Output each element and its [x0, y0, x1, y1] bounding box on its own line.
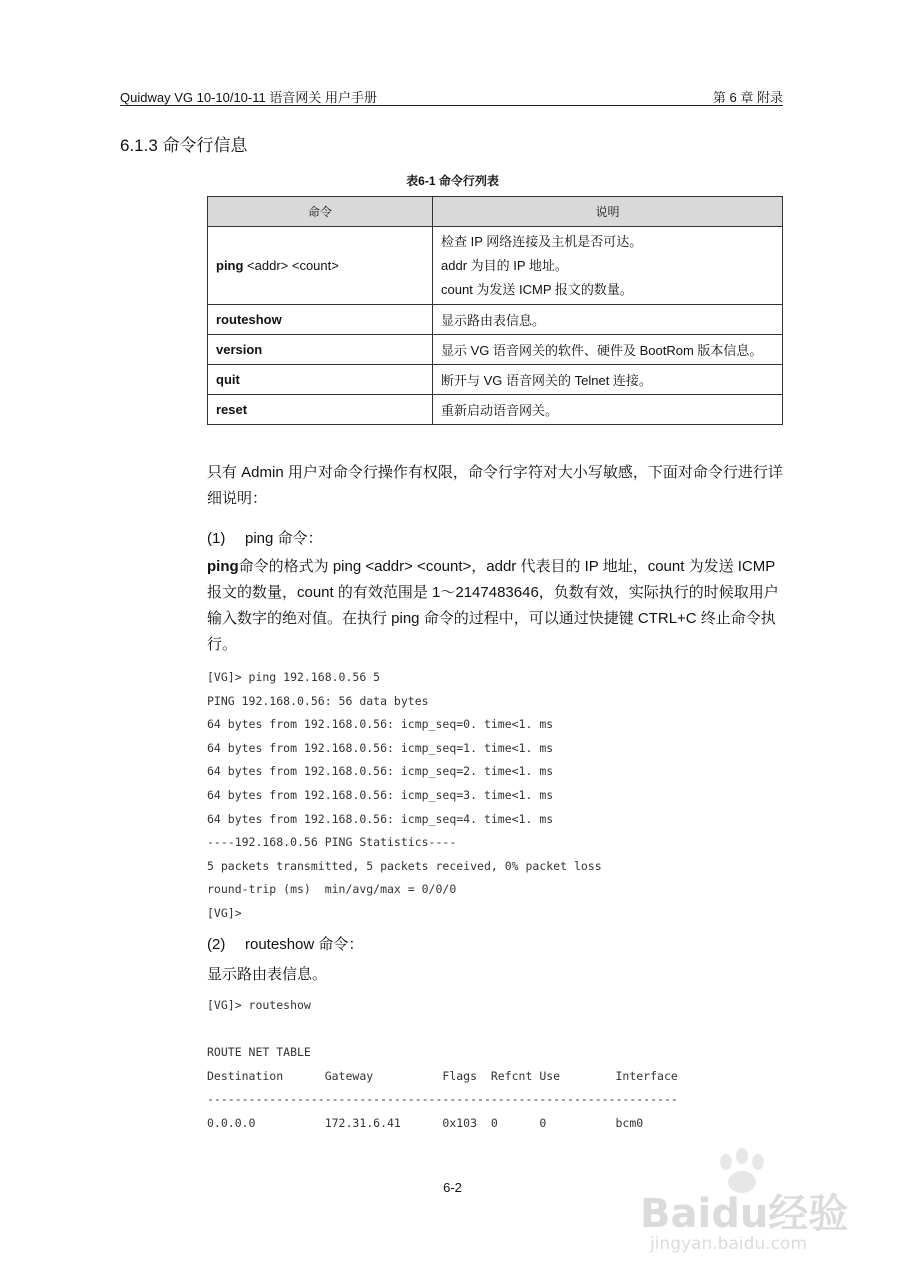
command-table [207, 196, 783, 425]
code-line: 64 bytes from 192.168.0.56: icmp_seq=0. time<1. ms [207, 717, 554, 732]
cmd-name: version [216, 342, 263, 357]
table-row [208, 305, 783, 335]
desc-cell: 显示 VG 语音网关的软件、硬件及 BootRom 版本信息。 [433, 335, 783, 365]
code-line: PING 192.168.0.56: 56 data bytes [207, 693, 429, 708]
code-line: 64 bytes from 192.168.0.56: icmp_seq=4. time<1. ms [207, 811, 554, 826]
code-line: 64 bytes from 192.168.0.56: icmp_seq=1. time<1. ms [207, 740, 554, 755]
page-number: 6-2 [443, 1180, 462, 1195]
table-header-row [208, 197, 783, 227]
table-row [208, 365, 783, 395]
code-line: -------------------------------------------------------------------- [207, 1092, 678, 1107]
code-line: 0.0.0.0 172.31.6.41 0x103 0 0 bcm0 [207, 1115, 644, 1130]
header-description: 说明 [433, 197, 783, 227]
header-title: Quidway VG 10-10/10-11 语音网关 用户手册 [120, 90, 377, 105]
ping-paragraph [207, 554, 783, 658]
code-line: [VG]> routeshow [207, 998, 311, 1012]
code-line: ----192.168.0.56 PING Statistics---- [207, 835, 457, 850]
cmd-name: ping [216, 258, 244, 273]
cmd-args: <addr> <count> [243, 258, 339, 273]
item-label: routeshow 命令： [245, 936, 364, 953]
item-number: (2) [207, 936, 226, 953]
header-command: 命令 [208, 197, 433, 227]
code-line: round-trip (ms) min/avg/max = 0/0/0 [207, 882, 457, 897]
desc-cell: 重新启动语音网关。 [433, 395, 783, 425]
table-row [208, 335, 783, 365]
code-line: [VG]> ping 192.168.0.56 5 [207, 670, 381, 684]
table-caption: 表6-1 命令行列表 [406, 174, 499, 188]
desc-line: addr 为目的 IP 地址。 [441, 257, 568, 273]
cmd-cell [208, 365, 433, 395]
section-title: 6.1.3 命令行信息 [120, 136, 248, 155]
cmd-cell [208, 395, 433, 425]
code-line: [VG]> [207, 905, 242, 920]
cmd-cell [208, 305, 433, 335]
desc-cell: 断开与 VG 语音网关的 Telnet 连接。 [433, 365, 783, 395]
table-row [208, 395, 783, 425]
desc-line: count 为发送 ICMP 报文的数量。 [441, 281, 633, 297]
routeshow-description: 显示路由表信息。 [207, 966, 328, 983]
header-chapter: 第 6 章 附录 [712, 90, 783, 105]
ping-keyword: ping [207, 558, 239, 575]
desc-cell [433, 227, 783, 305]
code-line: 64 bytes from 192.168.0.56: icmp_seq=2. time<1. ms [207, 764, 554, 779]
watermark-brand: Baidu经验 [640, 1191, 849, 1237]
code-line: Destination Gateway Flags Refcnt Use Interface [207, 1068, 678, 1083]
page-header [120, 86, 783, 106]
table-row [208, 227, 783, 305]
item-number: (1) [207, 530, 226, 547]
desc-line: 检查 IP 网络连接及主机是否可达。 [441, 233, 643, 249]
code-line: 5 packets transmitted, 5 packets received, 0% packet loss [207, 858, 602, 873]
cmd-cell [208, 227, 433, 305]
code-line: 64 bytes from 192.168.0.56: icmp_seq=3. time<1. ms [207, 787, 554, 802]
desc-cell: 显示路由表信息。 [433, 305, 783, 335]
ping-output [207, 666, 783, 926]
baidu-watermark [640, 1148, 870, 1258]
cmd-name: quit [216, 372, 240, 387]
cmd-name: reset [216, 402, 248, 417]
item-routeshow-heading [207, 933, 363, 954]
item-ping-heading [207, 527, 323, 548]
code-line: ROUTE NET TABLE [207, 1045, 311, 1060]
intro-paragraph: 只有 Admin 用户对命令行操作有权限，命令行字符对大小写敏感，下面对命令行进行详细说明： [207, 464, 783, 507]
item-label: ping 命令： [245, 530, 323, 547]
routeshow-output [207, 994, 783, 1136]
cmd-name: routeshow [216, 312, 282, 327]
ping-text: 命令的格式为 ping <addr> <count>，addr 代表目的 IP 地址，count 为发送 ICMP 报文的数量，count 的有效范围是 1～2147483646，负数有效，实际执行的时候取用户输入数字的绝对值。在执行 ping 命令的过程中，可以通过快捷键 CTRL+C 终止命令执行。 [207, 558, 779, 653]
cmd-cell [208, 335, 433, 365]
watermark-url: jingyan.baidu.com [650, 1234, 807, 1254]
